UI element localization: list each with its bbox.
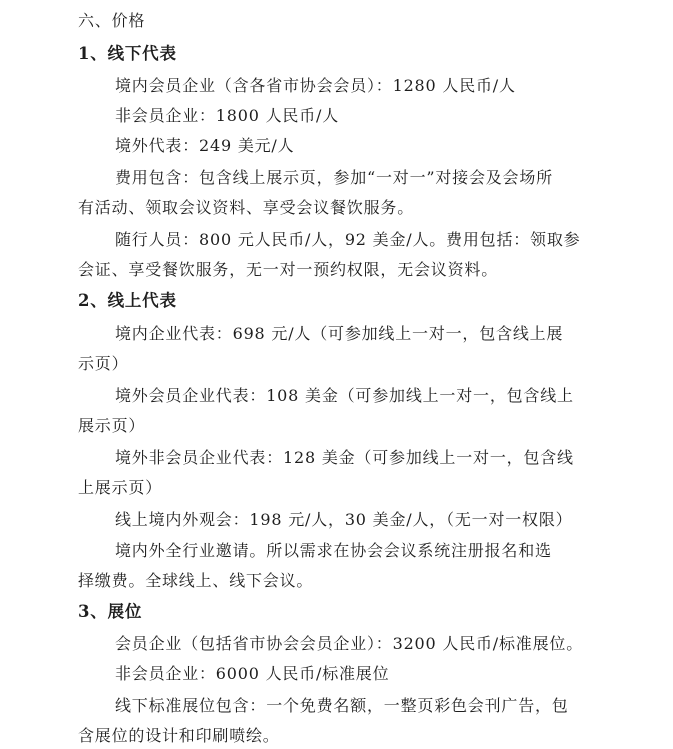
offline-companion-line2: 会证、享受餐饮服务，无一对一预约权限，无会议资料。: [78, 260, 499, 279]
offline-domestic-member-price: 境内会员企业（含各省市协会会员）：1280 人民币/人: [115, 76, 516, 95]
offline-companion-line1: 随行人员：800 元人民币/人，92 美金/人。费用包括：领取参: [115, 230, 581, 249]
offline-fee-includes-line1: 费用包含：包含线上展示页，参加“一对一”对接会及会场所: [115, 168, 553, 187]
online-invite-line1: 境内外全行业邀请。所以需求在协会会议系统注册报名和选: [115, 541, 552, 560]
booth-non-member-price: 非会员企业：6000 人民币/标准展位: [115, 664, 390, 683]
online-domestic-line1: 境内企业代表：698 元/人（可参加线上一对一，包含线上展: [115, 324, 564, 343]
offline-fee-includes-line2: 有活动、领取会议资料、享受会议餐饮服务。: [78, 198, 415, 217]
booth-heading: 3、展位: [78, 602, 143, 621]
booth-includes-line2: 含展位的设计和印刷喷绘。: [78, 726, 280, 745]
online-overseas-non-member-line2: 上展示页）: [78, 478, 163, 497]
offline-non-member-price: 非会员企业：1800 人民币/人: [115, 106, 339, 125]
booth-includes-line1: 线下标准展位包含：一个免费名额，一整页彩色会刊广告，包: [115, 696, 569, 715]
online-viewer-price: 线上境内外观会：198 元/人，30 美金/人，（无一对一权限）: [115, 510, 573, 529]
online-overseas-non-member-line1: 境外非会员企业代表：128 美金（可参加线上一对一，包含线: [115, 448, 574, 467]
online-overseas-member-line2: 展示页）: [78, 416, 146, 435]
section-heading: 六、价格: [78, 11, 146, 30]
offline-heading: 1、线下代表: [78, 44, 177, 63]
online-overseas-member-line1: 境外会员企业代表：108 美金（可参加线上一对一，包含线上: [115, 386, 574, 405]
online-domestic-line2: 示页）: [78, 354, 129, 373]
offline-overseas-price: 境外代表：249 美元/人: [115, 136, 295, 155]
booth-member-price: 会员企业（包括省市协会会员企业）：3200 人民币/标准展位。: [115, 634, 583, 653]
online-invite-line2: 择缴费。全球线上、线下会议。: [78, 571, 314, 590]
online-heading: 2、线上代表: [78, 291, 177, 310]
